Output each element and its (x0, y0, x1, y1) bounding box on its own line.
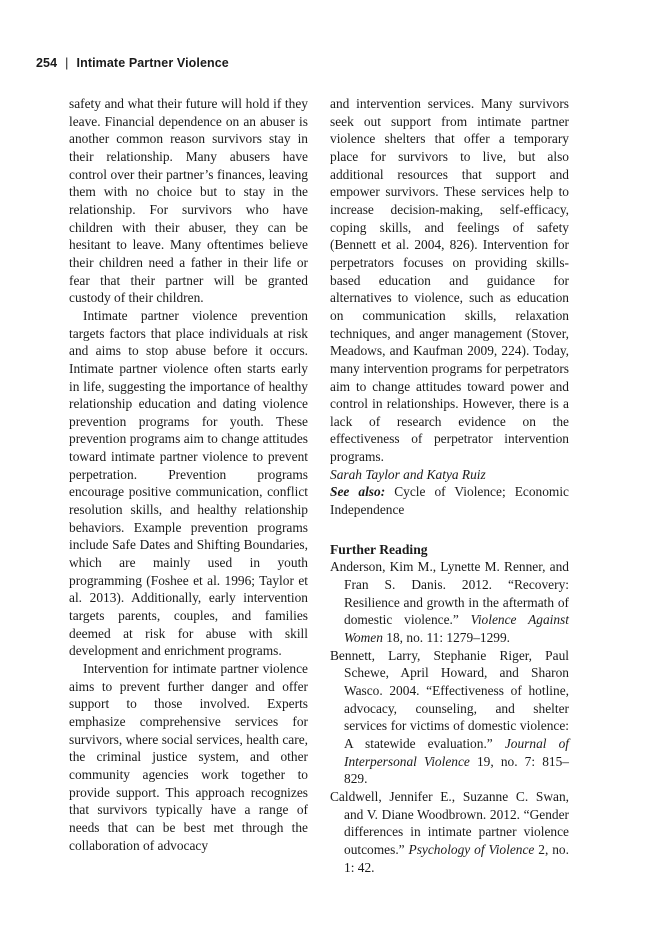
reference-journal: Journal of Interpersonal Violence (344, 735, 570, 769)
left-column (69, 95, 308, 854)
reference-citation: 2, no. 1: 42. (344, 841, 569, 875)
running-header (36, 56, 229, 70)
paragraph: Intimate partner violence prevention targets factors that place individuals at risk and aims to stop abuse before it occurs. Intimate partner violence often starts early in life, suggesting the importance of healthy relationship education and dating violence prevention programs for youth. These prevention programs aim to change attitudes toward intimate partner violence to prevent perpetration. Prevention programs encourage positive communication, conflict resolution skills, and healthy relationship behaviors. Example prevention programs include Safe Dates and Shifting Boundaries, which are mainly used in youth programming (Foshee et al. 1996; Taylor et al. 2013). Additionally, early intervention targets parents, couples, and families deemed at risk for abuse with skill development and enrichment programs. (69, 307, 308, 659)
author-attribution: Sarah Taylor and Katya Ruiz (330, 466, 486, 482)
reference-text: Bennett, Larry, Stephanie Riger, Paul Schewe, April Howard, and Sharon Wasco. 2004. “Effectiveness of hotline, advocacy, counseling, and shelter services for victims of domestic violence: A statewide evaluation.” (330, 647, 569, 751)
see-also-text: Cycle of Violence; Economic Independence (330, 484, 569, 518)
reference-text: Caldwell, Jennifer E., Suzanne C. Swan, and V. Diane Woodbrown. 2012. “Gender differences in intimate partner violence outcomes.” (330, 788, 569, 857)
right-column (330, 95, 569, 876)
further-reading-heading: Further Reading (330, 541, 428, 557)
reference-text: Anderson, Kim M., Lynette M. Renner, and Fran S. Danis. 2012. “Recovery: Resilience and growth in the aftermath of domestic violence.” (330, 559, 569, 628)
running-title: Intimate Partner Violence (76, 56, 229, 70)
paragraph: and intervention services. Many survivors seek out support from intimate partner violence shelters that offer a temporary place for survivors to live, but also additional resources that support and empower survivors. These services help to increase decision-making, self-efficacy, coping skills, and feelings of safety (Bennett et al. 2004, 826). Intervention for perpetrators focuses on providing skills-based education and guidance for alternatives to violence, such as education on communication skills, relaxation techniques, and anger management (Stover, Meadows, and Kaufman 2009, 224). Today, many intervention programs for perpetrators aim to change attitudes toward power and control in relationships. However, there is a lack of research evidence on the effectiveness of perpetrator intervention programs. (330, 96, 569, 465)
page-number: 254 (36, 56, 58, 70)
paragraph: safety and what their future will hold if they leave. Financial dependence on an abuser is another common reason survivors stay in their relationship. Many abusers have control over their partner’s finances, leaving them with no choice but to stay in the relationship. For survivors who have children with their abuser, they can be hesitant to leave. Many oftentimes believe their children need a father in their life or fear that their partner will be granted custody of their children. (69, 96, 308, 306)
reference-citation: 18, no. 11: 1279–1299. (382, 630, 511, 646)
see-also-label: See also: (330, 484, 386, 500)
reference-entry (330, 647, 569, 788)
reference-journal: Violence Against Women (344, 612, 569, 646)
reference-journal: Psychology of Violence (408, 841, 535, 857)
reference-citation: 19, no. 7: 815–829. (344, 753, 569, 787)
reference-entry (330, 788, 569, 876)
see-also (330, 483, 569, 518)
reference-entry (330, 558, 569, 646)
header-separator: | (65, 56, 69, 70)
paragraph: Intervention for intimate partner violence aims to prevent further danger and offer support to those involved. Experts emphasize comprehensive services for survivors, where social services, health care, the criminal justice system, and other community agencies work together to provide support. This approach recognizes that survivors typically have a range of needs that can be best met through the collaboration of advocacy (69, 661, 308, 853)
